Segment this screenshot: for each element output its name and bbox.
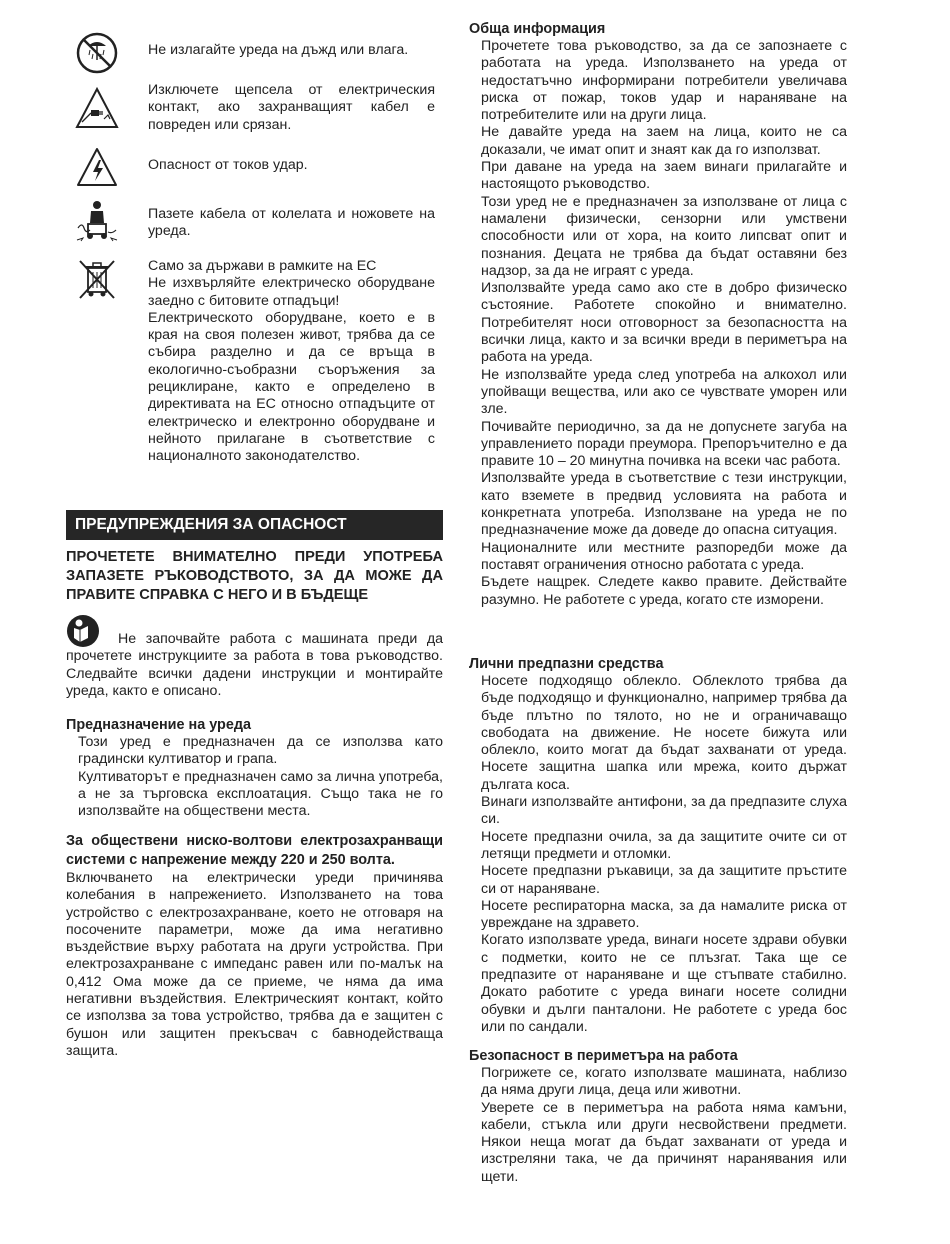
symbol-text-cable: Пазете кабела от колелата и ножовете на уреда. <box>148 206 435 240</box>
safety-paragraph: Погрижете се, когато използвате машината, наблизо да няма други лица, деца или животни. <box>481 1065 847 1099</box>
purpose-title: Предназначение на уреда <box>66 717 251 733</box>
purpose-section <box>66 716 443 820</box>
voltage-title: За обществени ниско-волтови електрозахранващи системи с напрежение между 220 и 250 волта. <box>66 833 443 868</box>
general-paragraph: Бъдете нащрек. Следете какво правите. Действайте разумно. Не работете с уреда, когато сте изморени. <box>481 574 847 608</box>
unplug-icon <box>74 86 120 132</box>
safety-paragraphs <box>469 1065 847 1186</box>
caps-notice-text: ПРОЧЕТЕТЕ ВНИМАТЕЛНО ПРЕДИ УПОТРЕБА ЗАПАЗЕТЕ РЪКОВОДСТВОТО, ЗА ДА МОЖЕ ДА ПРАВИТЕ СПРАВКА С НЕГО И В БЪДЕЩЕ <box>66 549 443 603</box>
purpose-paragraph-1: Този уред е предназначен да се използва като градински култиватор и грапа. <box>78 734 443 768</box>
read-manual-text: Не започвайте работа с машината преди да прочетете инструкциите за работа в това ръководство. Следвайте всички дадени инструкции и монтирайте уреда, както е описано. <box>66 631 443 699</box>
general-paragraph: Използвайте уреда само ако сте в добро физическо състояние. Работете спокойно и внимателно. Потребителят носи отговорност за безопасността на всички лица, както и за всички вреди в периметъра на работа на уреда. <box>481 280 847 366</box>
general-paragraph: При даване на уреда на заем винаги прилагайте и настоящото ръководство. <box>481 159 847 193</box>
symbol-text-weee: Само за държави в рамките на ЕС <box>148 258 377 274</box>
general-paragraph: Националните или местните разпоредби може да поставят ограничения относно работата с уреда. <box>481 539 847 573</box>
electric-shock-icon <box>74 145 120 191</box>
safety-paragraph: Уверете се в периметъра на работа няма камъни, кабели, стъкла или други несвойствени предмети. Някои неща могат да бъдат захванати от уреда и изстреляни така, че да причинят наранявания или щети. <box>481 1099 847 1185</box>
general-paragraph: Не използвайте уреда след употреба на алкохол или упойващи вещества, или ако се чувствате уморен или зле. <box>481 366 847 418</box>
ppe-paragraphs <box>469 673 847 1036</box>
read-manual-icon <box>66 614 102 648</box>
no-rain-icon <box>74 30 120 76</box>
read-manual-block <box>66 614 443 700</box>
ppe-paragraph: Носете подходящо облекло. Облеклото трябва да бъде подходящо и функционално, например трябва да бъде плътно по тялото, но не и ограничаващо свободата на движение. Не носете бижута или облекло, които могат да бъдат захванати от уреда. Носете защитна шапка или мрежа, които държат дългата коса. <box>481 673 847 793</box>
weee-paragraph-2: Електрическото оборудване, което е в края на своя полезен живот, трябва да се събира разделно и да се връща в екологично-съобразни съоръжения за рециклиране, както е определено в директивата на ЕС относно отпадъците от електрическо и електронно оборудване и нейното прилагане в съответствие с националното законодателство. <box>148 309 435 465</box>
ppe-section <box>469 655 847 1036</box>
purpose-paragraph-2: Култиваторът е предназначен само за лична употреба, а не за търговска експлоатация. Също така не го използвайте на обществени места. <box>78 768 443 820</box>
weee-paragraph-1: Не изхвърляйте електрическо оборудване заедно с битовите отпадъци! <box>148 275 435 309</box>
general-paragraph: Използвайте уреда в съответствие с тези инструкции, като вземете в предвид условията на работа и конкретната употреба. Използване на уреда не по предназначение може да доведе до опасна ситуация. <box>481 470 847 539</box>
symbol-text-rain: Не излагайте уреда на дъжд или влага. <box>148 42 409 58</box>
voltage-section <box>66 832 443 1060</box>
general-paragraph: Почивайте периодично, за да не допуснете загуба на управлението поради преумора. Препоръчително е да правите 10 – 20 минутна почивка на всеки час работа. <box>481 418 847 470</box>
ppe-paragraph: Носете предпазни очила, за да защитите очите си от летящи предмети и отломки. <box>481 828 847 862</box>
voltage-paragraph: Включването на електрически уреди причинява колебания в напрежението. Използването на това устройство с електрозахранване, което не отговаря на посочените параметри, може да има негативно въздействие върху работата на други устройства. При електрозахранване с импеданс равен или по-малък на 0,412 Ома може да се приеме, че няма да има негативни въздействия. Електрическият контакт, който се използва за това устройство, трябва да е защитен с бушон или защитен прекъсвач с бавнодействаща защита. <box>66 870 443 1059</box>
symbol-text-unplug: Изключете щепсела от електрическия контакт, ако захранващият кабел е повреден или срязан. <box>148 82 435 133</box>
general-paragraph: Прочетете това ръководство, за да се запознаете с работата на уреда. Използването на уреда от недостатъчно информирани потребители увеличава риска от пожар, токов удар и нараняване на потребителите или на други лица. <box>481 38 847 124</box>
symbol-text-shock: Опасност от токов удар. <box>148 157 308 173</box>
general-paragraph: Този уред не е предназначен за използване от лица с намалени физически, сензорни или умствени способности или от хора, на които липсват опит и познания. Децата не трябва да бъдат оставяни без надзор, за да не играят с уреда. <box>481 193 847 279</box>
general-paragraph: Не давайте уреда на заем на лица, които не са доказали, че имат опит и знаят как да го използват. <box>481 124 847 158</box>
cable-distance-icon <box>74 198 120 244</box>
general-paragraphs <box>469 38 847 609</box>
weee-bin-icon <box>74 256 120 302</box>
ppe-paragraph: Носете предпазни ръкавици, за да защитите пръстите си от нараняване. <box>481 863 847 897</box>
caps-notice <box>66 548 443 605</box>
general-title: Обща информация <box>469 21 606 37</box>
warning-heading-bar: ПРЕДУПРЕЖДЕНИЯ ЗА ОПАСНОСТ <box>66 510 443 540</box>
weee-text-block <box>148 258 435 466</box>
safety-section <box>469 1047 847 1186</box>
safety-title: Безопасност в периметъра на работа <box>469 1048 738 1064</box>
ppe-paragraph: Когато използвате уреда, винаги носете здрави обувки с подметки, които не се плъзгат. Така ще се предпазите от нараняване и ще стъпвате стабилно. Докато работите с уреда винаги носете солидни обувки и дълги панталони. Не работете с уреда бос или по сандали. <box>481 932 847 1035</box>
ppe-paragraph: Винаги използвайте антифони, за да предпазите слуха си. <box>481 794 847 828</box>
ppe-paragraph: Носете респираторна маска, за да намалите риска от увреждане на здравето. <box>481 897 847 932</box>
general-section <box>469 20 847 609</box>
ppe-title: Лични предпазни средства <box>469 656 664 672</box>
